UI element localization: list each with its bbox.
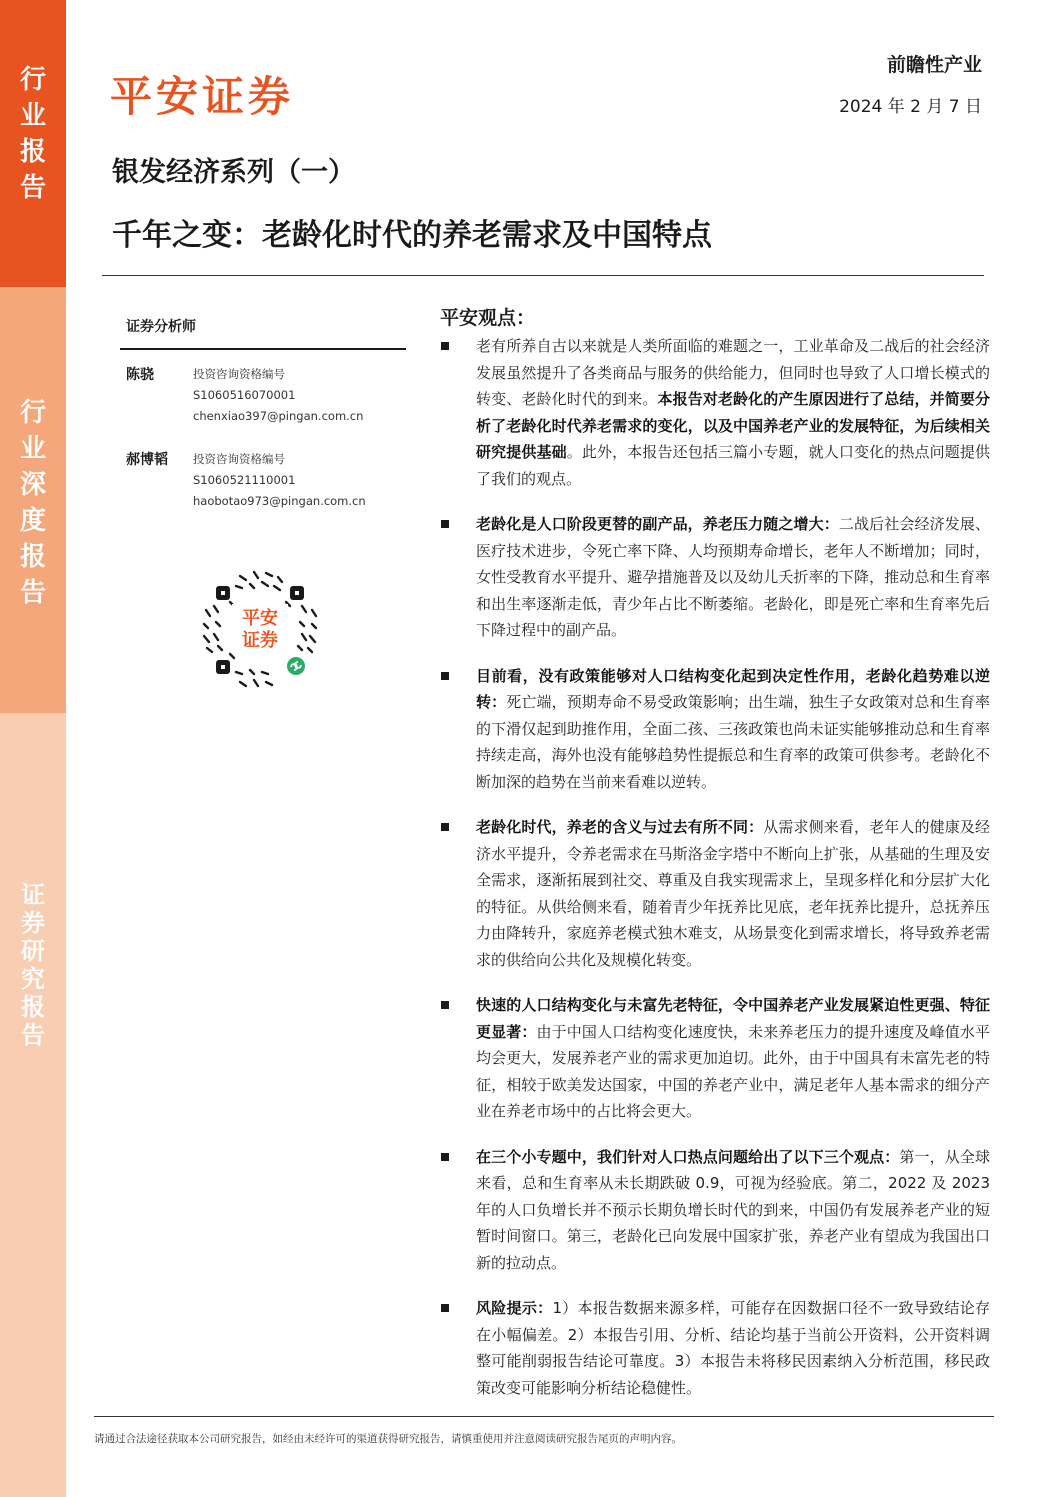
side-char: 究 (21, 965, 45, 993)
viewpoint-emphasis: 本报告对老龄化的产生原因进行了总结，并简要分析了老龄化时代养老需求的变化，以及中国养老产业的发展特征，为后续相关研究提供基础 (476, 390, 990, 461)
series-title: 银发经济系列（一） (112, 157, 355, 188)
viewpoint-emphasis: 目前看，没有政策能够对人口结构变化起到决定性作用，老龄化趋势难以逆转： (476, 666, 990, 711)
side-char: 证 (21, 881, 45, 909)
side-char: 行 (19, 398, 46, 428)
viewpoint-text: 死亡端，预期寿命不易受政策影响；出生端，独生子女政策对总和生育率的下滑仅起到助推作用，全面二孩、三孩政策也尚未证实能够推动总和生育率持续走高，海外也没有能够趋势性提振总和生育率的政策可供参考。老龄化不断加深的趋势在当前来看难以逆转。 (476, 693, 990, 791)
viewpoint-item (440, 663, 990, 796)
side-banner-securities (0, 713, 66, 1497)
bullet-square-icon (441, 1153, 449, 1161)
header-meta (839, 52, 982, 120)
viewpoint-text: 二战后社会经济发展、医疗技术进步，令死亡率下降、人均预期寿命增长，老年人不断增加；同时，女性受教育水平提升、避孕措施普及以及幼儿夭折率的下降，推动总和生育率和出生率逐渐走低，青少年占比不断萎缩。老龄化，即是死亡率和生育率先后下降过程中的副产品。 (476, 515, 990, 639)
qr-code-icon (196, 566, 324, 694)
viewpoint-emphasis: 老龄化时代，养老的含义与过去有所不同： (476, 818, 764, 836)
side-char: 业 (19, 434, 46, 464)
side-banner (0, 0, 66, 1497)
footer-disclaimer: 请通过合法途径获取本公司研究报告，如经由未经许可的渠道获得研究报告，请慎重使用并注意阅读研究报告尾页的声明内容。 (94, 1433, 682, 1445)
viewpoint-emphasis: 老龄化是人口阶段更替的副产品，养老压力随之增大： (476, 515, 839, 533)
bullet-square-icon (441, 520, 449, 528)
bullet-square-icon (441, 672, 449, 680)
analyst-email: chenxiao397@pingan.com.cn (193, 409, 364, 423)
side-char: 度 (19, 506, 46, 536)
report-date: 2024 年 2 月 7 日 (839, 97, 982, 117)
side-char: 报 (19, 542, 46, 572)
viewpoint-text: 从需求侧来看，老年人的健康及经济水平提升，令养老需求在马斯洛金字塔中不断向上扩张，从基础的生理及安全需求，逐渐拓展到社交、尊重及自我实现需求上，呈现多样化和分层扩大化的特征。从供给侧来看，随着青少年抚养比见底，老年抚养比提升，总抚养压力由降转升，家庭养老模式独木难支，从场景变化到需求增长，将导致养老需求的供给向公共化及规模化转变。 (476, 818, 990, 969)
viewpoint-item (440, 1295, 990, 1401)
analyst-email: haobotao973@pingan.com.cn (193, 494, 366, 508)
viewpoint-emphasis: 在三个小专题中，我们针对人口热点问题给出了以下三个观点： (476, 1147, 900, 1166)
side-char: 报 (21, 993, 45, 1021)
side-banner-depth (0, 287, 66, 713)
viewpoint-item (440, 511, 990, 644)
bullet-square-icon (441, 823, 449, 831)
analyst-info (193, 449, 366, 512)
analyst-license-id: S1060516070001 (193, 388, 296, 402)
analyst-license-id: S1060521110001 (193, 473, 296, 487)
page-title: 千年之变：老龄化时代的养老需求及中国特点 (112, 218, 712, 253)
analyst-divider (120, 348, 406, 350)
analyst-info (193, 364, 363, 427)
viewpoint-text: 老有所养自古以来就是人类所面临的难题之一，工业革命及二战后的社会经济发展虽然提升了各类商品与服务的供给能力，但同时也导致了人口增长模式的转变、老龄化时代的到来。 (476, 337, 990, 408)
analyst-license-label: 投资咨询资格编号 (193, 367, 285, 381)
side-char: 告 (19, 578, 46, 608)
side-char: 业 (19, 101, 46, 131)
side-char: 告 (19, 173, 46, 203)
report-category: 前瞻性产业 (886, 54, 982, 76)
side-banner-report-type (0, 0, 66, 287)
side-char: 报 (19, 137, 46, 167)
viewpoints-list (440, 333, 990, 1401)
side-char: 研 (21, 937, 45, 965)
viewpoint-item (440, 992, 990, 1125)
viewpoint-item (440, 1144, 990, 1277)
bullet-square-icon (441, 1304, 449, 1312)
side-char: 深 (19, 470, 46, 500)
side-char: 行 (19, 65, 46, 95)
viewpoint-emphasis: 风险提示： (476, 1299, 553, 1317)
viewpoint-item (440, 814, 990, 973)
analyst-name: 陈骁 (126, 367, 154, 383)
viewpoint-text: 第一，从全球来看，总和生育率从未长期跌破 0.9，可视为经验底。第二，2022 及 2023 年的人口负增长并不预示长期负增长时代的到来，中国仍有发展养老产业的短暂时间窗口。第三，老龄化已向发展中国家扩张，养老产业有望成为我国出口新的拉动点。 (476, 1147, 990, 1272)
footer-divider (94, 1416, 994, 1417)
svg-text:平安: 平安 (242, 608, 278, 629)
bullet-square-icon (441, 1001, 449, 1009)
viewpoints-heading: 平安观点： (440, 307, 536, 329)
viewpoint-text: 1）本报告数据来源多样，可能存在因数据口径不一致导致结论存在小幅偏差。2）本报告引用、分析、结论均基于当前公开资料，公开资料调整可能削弱报告结论可靠度。3）本报告未将移民因素纳入分析范围，移民政策改变可能影响分析结论稳健性。 (476, 1299, 990, 1397)
viewpoint-item (440, 333, 990, 492)
analyst-heading: 证券分析师 (126, 319, 196, 335)
side-char: 券 (21, 909, 45, 937)
viewpoint-emphasis: 快速的人口结构变化与未富先老特征，令中国养老产业发展紧迫性更强、特征更显著： (476, 996, 990, 1041)
side-char: 告 (21, 1021, 45, 1049)
analyst-name: 郝博韬 (126, 452, 168, 468)
company-logo: 平安证券 (110, 72, 295, 121)
svg-text:证券: 证券 (242, 630, 278, 651)
viewpoint-text: 。此外，本报告还包括三篇小专题，就人口变化的热点问题提供了我们的观点。 (476, 443, 990, 488)
viewpoint-text: 由于中国人口结构变化速度快，未来养老压力的提升速度及峰值水平均会更大，发展养老产业的需求更加迫切。此外，由于中国具有未富先老的特征，相较于欧美发达国家，中国的养老产业中，满足老年人基本需求的细分产业在养老市场中的占比将会更大。 (476, 1022, 990, 1120)
analyst-license-label: 投资咨询资格编号 (193, 452, 285, 466)
bullet-square-icon (441, 342, 449, 350)
header-divider (102, 275, 984, 276)
